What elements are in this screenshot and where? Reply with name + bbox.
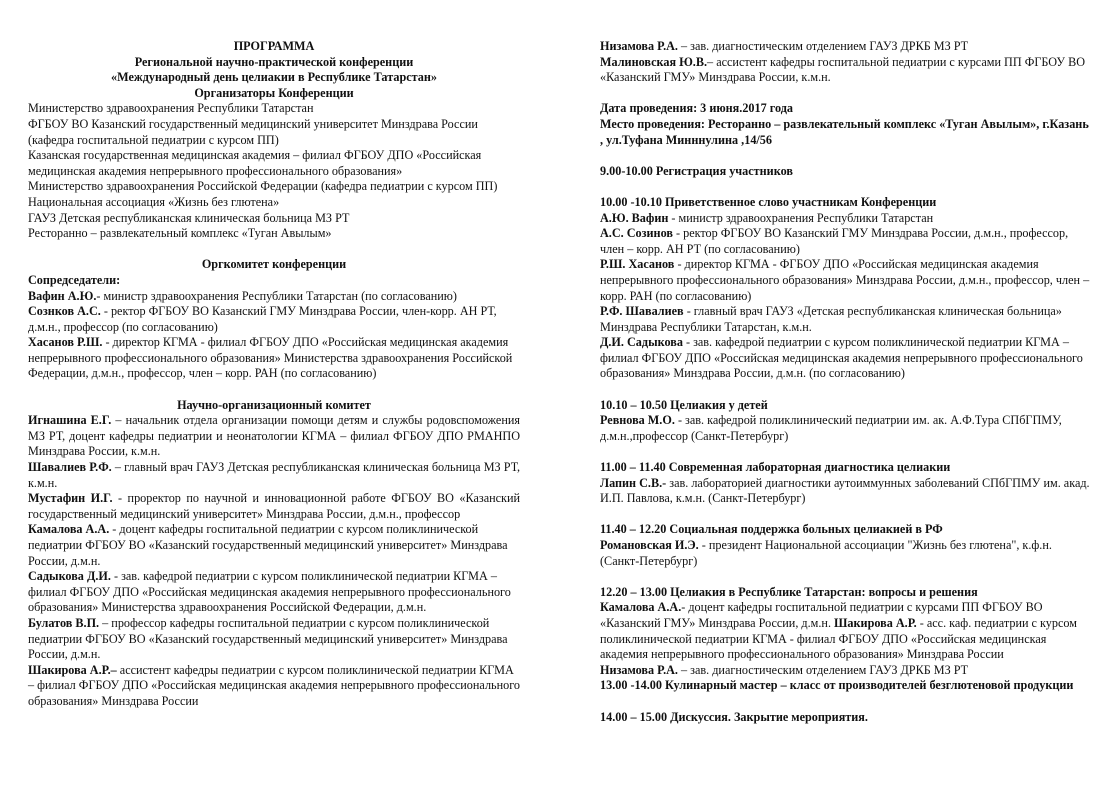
member-name: Малиновская Ю.В. [600, 54, 708, 69]
speaker-desc: - зав. кафедрой педиатрии с курсом поликлинической педиатрии КГМА – филиал ФГБОУ ДПО «Российская медицинская академия непрерывного профессионального образования» Минздрава России, д.м.н. (по согласованию) [600, 335, 1083, 381]
right-column [600, 39, 1092, 725]
speaker-desc: - президент Национальной ассоциации "Жизнь без глютена", к.ф.н. (Санкт-Петербург) [600, 538, 1052, 568]
committee-member [600, 55, 1092, 86]
speaker [600, 226, 1092, 257]
speaker-name: Лапин С.В.- [600, 475, 667, 490]
organizer-item: Национальная ассоциация «Жизнь без глютена» [28, 194, 280, 209]
cochairs-label: Сопредседатели: [28, 272, 121, 287]
member-name: Сознков А.С. [28, 304, 101, 319]
member-desc: - ректор ФГБОУ ВО Казанский ГМУ Минздрава России, член-корр. АН РТ, д.м.н., профессор (по согласованию) [28, 304, 497, 334]
speaker-name: Ревнова М.О. [600, 413, 675, 428]
member-desc: – ассистент кафедры госпитальной педиатрии с курсами ПП ФГБОУ ВО «Казанский ГМУ» Минздрава России, к.м.н. [600, 54, 1086, 85]
speaker-name: Р.Ф. Шавалиев [600, 304, 684, 319]
organizer-item: ФГБОУ ВО Казанский государственный медицинский университет Минздрава России (кафедра госпитальной педиатрии с курсом ПП) [28, 116, 478, 147]
orgcommittee-heading: Оргкомитет конференции [201, 257, 347, 272]
speaker-name: Камалова А.А. [600, 600, 682, 615]
speaker [600, 663, 1092, 679]
committee-member [28, 304, 520, 335]
committee-member [28, 663, 520, 710]
speaker [600, 476, 1092, 507]
committee-member [600, 39, 1092, 55]
member-name: Шакирова А.Р.– [28, 662, 117, 677]
speaker-name: Р.Ш. Хасанов [600, 257, 675, 272]
speaker-desc: - асс. каф. педиатрии с курсом поликлинической педиатрии КГМА - филиал ФГБОУ ДПО «Российская медицинская академия непрерывного профессионального образования» Минздрава России [600, 615, 1077, 662]
committee-member [28, 491, 520, 522]
organizer-item: Ресторанно – развлекательный комплекс «Туган Авылым» [28, 226, 332, 241]
conference-subtitle: Региональной научно-практической конференции [134, 54, 414, 69]
member-desc: – зав. диагностическим отделением ГАУЗ ДРКБ МЗ РТ [677, 39, 969, 53]
speaker-desc: - доцент кафедры госпитальной педиатрии с курсами ПП ФГБОУ ВО «Казанский ГМУ» Минздрава России, д.м.н. [600, 600, 1043, 630]
committee-member [28, 522, 520, 569]
speaker-desc: - директор КГМА - ФГБОУ ДПО «Российская медицинская академия непрерывного профессионального образования» Минздрава России, д.м.н., профессор, член – корр. РАН (по согласованию) [600, 257, 1090, 303]
speaker-desc: - ректор ФГБОУ ВО Казанский ГМУ Минздрава России, д.м.н., профессор, член – корр. АН РТ (по согласованию) [600, 226, 1069, 256]
committee-member [28, 335, 520, 382]
member-desc: – главный врач ГАУЗ Детская республиканская клиническая больница МЗ РТ, к.м.н. [28, 460, 520, 490]
organizer-item: Казанская государственная медицинская академия – филиал ФГБОУ ДПО «Российская медицинская академия непрерывного профессионального образования» [28, 148, 482, 178]
member-desc: – начальник отдела организации помощи детям и службы родовспоможения МЗ РТ, доцент кафедры педиатрии и неонатологии КГМА – филиал ФГБОУ ДПО РМАНПО Минздрава России, к.м.н. [28, 413, 520, 459]
member-desc: ассистент кафедры педиатрии с курсом поликлинической педиатрии КГМА – филиал ФГБОУ ДПО «Российская медицинская академия непрерывного профессионального образования» Минздрава России [28, 662, 520, 708]
committee-member [28, 413, 520, 460]
speaker [600, 304, 1092, 335]
committee-member [28, 289, 520, 305]
member-name: Вафин А.Ю. [28, 288, 97, 303]
member-name: Шавалиев Р.Ф. [28, 460, 112, 475]
member-desc: – профессор кафедры госпитальной педиатрии с курсом поликлинической педиатрии ФГБОУ ВО «Казанский государственный медицинский университет» Минздрава России, д.м.н. [28, 615, 508, 662]
speaker [600, 335, 1092, 382]
scicommittee-heading: Научно-организационный комитет [177, 397, 371, 412]
speaker [600, 538, 1092, 569]
speaker-desc: - главный врач ГАУЗ «Детская республиканская клиническая больница» Минздрава Республики Татарстан, к.м.н. [600, 304, 1062, 334]
member-name: Хасанов Р.Ш. [28, 335, 103, 350]
member-name: Низамова Р.А. [600, 39, 678, 53]
speaker-desc: - зав. кафедрой поликлинический педиатрии им. ак. А.Ф.Тура СПбГПМУ, д.м.н.,профессор (Санкт-Петербург) [600, 413, 1062, 443]
member-desc: - проректор по научной и инновационной работе ФГБОУ ВО «Казанский государственный медицинский университет» Минздрава России, д.м.н., профессор [28, 491, 520, 521]
session-title: 10.10 – 10.50 Целиакия у детей [600, 397, 768, 412]
organizer-item: ГАУЗ Детская республиканская клиническая больница МЗ РТ [28, 210, 350, 225]
speaker [600, 257, 1092, 304]
speaker-desc: зав. лабораторией диагностики аутоиммунных заболеваний СПбГПМУ им. акад. И.П. Павлова, к.м.н. (Санкт-Петербург) [600, 475, 1090, 506]
member-name: Камалова А.А. [28, 522, 110, 537]
session-title: 11.00 – 11.40 Современная лабораторная диагностика целиакии [600, 460, 951, 475]
member-name: Булатов В.П. [28, 615, 100, 630]
speaker-name: Низамова Р.А. [600, 662, 678, 677]
closing-item: 14.00 – 15.00 Дискуссия. Закрытие мероприятия. [600, 709, 868, 724]
culinary-item: 13.00 -14.00 Кулинарный мастер – класс от производителей безглютеновой продукции [600, 678, 1074, 693]
event-place: Место проведения: Ресторанно – развлекательный комплекс «Туган Авылым», г.Казань , ул.Туфана Минннулина ,14/56 [600, 116, 1089, 147]
organizer-item: Министерство здравоохранения Республики Татарстан [28, 101, 314, 116]
session-title: 12.20 – 13.00 Целиакия в Республике Татарстан: вопросы и решения [600, 584, 978, 599]
speaker [600, 413, 1092, 444]
member-desc: - доцент кафедры госпитальной педиатрии с курсом поликлинической педиатрии ФГБОУ ВО «Казанский государственный медицинский университет» Минздрава России, д.м.н. [28, 522, 508, 568]
member-desc: - министр здравоохранения Республики Татарстан (по согласованию) [96, 288, 457, 303]
organizer-item: Министерство здравоохранения Российской Федерации (кафедра педиатрии с курсом ПП) [28, 179, 498, 194]
conference-name: «Международный день целиакии в Республике Татарстан» [111, 70, 437, 85]
left-column [28, 39, 520, 710]
member-desc: - директор КГМА - филиал ФГБОУ ДПО «Российская медицинская академия непрерывного профессионального образования» Министерства здравоохранения Российской Федерации, д.м.н., профессор, член – корр. РАН (по согласованию) [28, 335, 513, 381]
speaker-name: Д.И. Садыкова [600, 335, 683, 350]
speaker [600, 211, 1092, 227]
session-title: 11.40 – 12.20 Социальная поддержка больных целиакией в РФ [600, 522, 943, 537]
member-desc: - зав. кафедрой педиатрии с курсом поликлинической педиатрии КГМА – филиал ФГБОУ ДПО «Российская медицинская академия непрерывного профессионального образования» Министерства здравоохранения Российской Федерации, д.м.н. [28, 569, 511, 615]
registration-item: 9.00-10.00 Регистрация участников [600, 163, 793, 178]
welcome-title: 10.00 -10.10 Приветственное слово участникам Конференции [600, 194, 937, 209]
speaker-name: А.Ю. Вафин [600, 210, 669, 225]
organizers-heading: Организаторы Конференции [194, 85, 354, 100]
speaker-name: А.С. Созинов [600, 226, 673, 241]
committee-member [28, 460, 520, 491]
document-title: ПРОГРАММА [233, 39, 315, 53]
member-name: Мустафин И.Г. [28, 491, 113, 506]
speaker [600, 600, 1092, 662]
member-name: Садыкова Д.И. [28, 569, 111, 584]
speaker-desc: – зав. диагностическим отделением ГАУЗ ДРКБ МЗ РТ [677, 662, 969, 677]
speaker-desc: - министр здравоохранения Республики Татарстан [668, 210, 934, 225]
committee-member [28, 616, 520, 663]
speaker-name: Романовская И.Э. [600, 538, 699, 552]
member-name: Игнашина Е.Г. [28, 413, 112, 428]
committee-member [28, 569, 520, 616]
event-date: Дата проведения: 3 июня.2017 года [600, 101, 793, 116]
speaker-name: Шакирова А.Р. [834, 615, 917, 630]
